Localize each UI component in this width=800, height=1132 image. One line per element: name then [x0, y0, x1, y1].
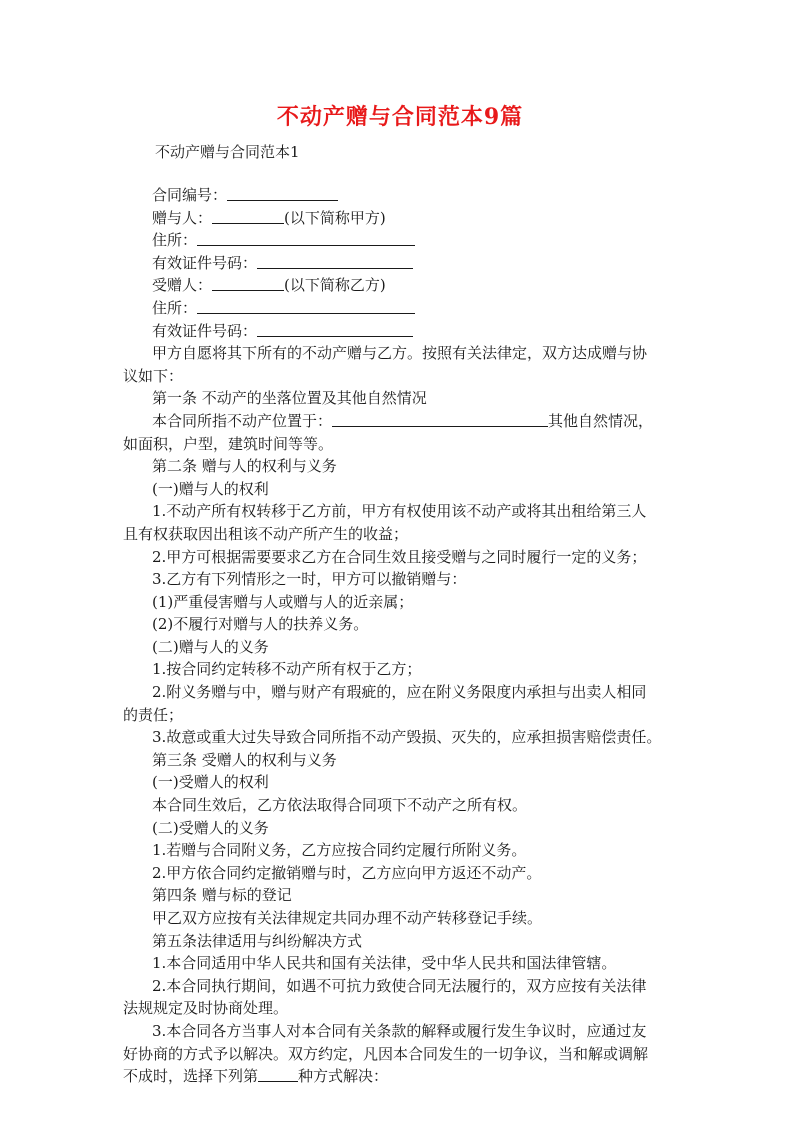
section-heading: (二)受赠人的义务: [152, 818, 269, 837]
article-heading: 第四条 赠与标的登记: [152, 886, 292, 905]
document-title: 不动产赠与合同范本9篇: [276, 104, 524, 130]
blank-line: [212, 276, 284, 291]
article-heading: 第五条法律适用与纠纷解决方式: [152, 931, 363, 950]
section-heading: (二)赠与人的义务: [152, 637, 269, 656]
section-heading: (一)受赠人的权利: [152, 773, 269, 792]
blank-line: [197, 231, 415, 246]
paragraph-line: 3.乙方有下列情形之一时，甲方可以撤销赠与：: [152, 570, 467, 589]
paragraph-line: 议如下：: [123, 366, 184, 385]
contract-subtitle: 不动产赠与合同范本1: [155, 143, 300, 161]
paragraph-line: 2.甲方可根据需要要求乙方在合同生效且接受赠与之同时履行一定的义务；: [152, 547, 647, 566]
donee-field: 受赠人： (以下简称乙方): [152, 276, 386, 295]
paragraph-line: 2.附义务赠与中，赠与财产有瑕疵的，应在附义务限度内承担与出卖人相同: [152, 683, 647, 702]
blank-line: [257, 322, 413, 337]
paragraph-line: 且有权获取因出租该不动产所产生的收益；: [123, 524, 409, 543]
blank-line: [212, 209, 284, 224]
section-heading: (一)赠与人的权利: [152, 479, 269, 498]
paragraph-line: 本合同生效后，乙方依法取得合同项下不动产之所有权。: [152, 796, 528, 815]
id-number-field: 有效证件号码：: [123, 320, 683, 343]
blank-line: [258, 1067, 298, 1082]
paragraph-line: 3.故意或重大过失导致合同所指不动产毁损、灭失的，应承担损害赔偿责任。: [152, 728, 662, 747]
paragraph-line: (1)严重侵害赠与人或赠与人的近亲属；: [152, 592, 414, 611]
paragraph-line: 法规规定及时协商处理。: [123, 999, 289, 1018]
paragraph-line: 甲乙双方应按有关法律规定共同办理不动产转移登记手续。: [152, 909, 543, 927]
paragraph-line: 2.本合同执行期间，如遇不可抗力致使合同无法履行的，双方应按有关法律: [152, 976, 647, 995]
blank-line: [257, 254, 413, 269]
paragraph-line: 甲方自愿将其下所有的不动产赠与乙方。按照有关法律定，双方达成赠与协: [152, 344, 648, 363]
paragraph-line: 1.本合同适用中华人民共和国有关法律，受中华人民共和国法律管辖。: [152, 954, 617, 973]
contract-body: [123, 184, 683, 1088]
paragraph-line: 1.若赠与合同附义务，乙方应按合同约定履行所附义务。: [152, 841, 527, 860]
paragraph-line: 3.本合同各方当事人对本合同有关条款的解释或履行发生争议时，应通过友: [152, 1021, 647, 1040]
address-field: 住所：: [123, 229, 683, 252]
blank-line: [332, 412, 548, 427]
paragraph-line: 的责任；: [123, 705, 184, 724]
paragraph-line: 本合同所指不动产位置于： 其他自然情况，: [152, 411, 654, 430]
paragraph-line: 1.按合同约定转移不动产所有权于乙方；: [152, 660, 422, 679]
paragraph-line: 1.不动产所有权转移于乙方前，甲方有权使用该不动产或将其出租给第三人: [152, 502, 647, 521]
paragraph-line: 不成时，选择下列第 种方式解决：: [123, 1067, 389, 1086]
paragraph-line: 好协商的方式予以解决。双方约定，凡因本合同发生的一切争议，当和解或调解: [123, 1044, 649, 1063]
address-field: 住所：: [123, 297, 683, 320]
blank-line: [227, 186, 338, 201]
paragraph-line: 2.甲方依合同约定撤销赠与时，乙方应向甲方返还不动产。: [152, 863, 542, 882]
donor-field: 赠与人： (以下简称甲方): [152, 208, 386, 227]
contract-number-field: 合同编号：: [123, 184, 683, 207]
paragraph-line: (2)不履行对赠与人的扶养义务。: [152, 615, 369, 634]
article-heading: 第二条 赠与人的权利与义务: [152, 457, 337, 476]
paragraph-line: 如面积，户型，建筑时间等等。: [123, 434, 334, 453]
id-number-field: 有效证件号码：: [123, 252, 683, 275]
article-heading: 第一条 不动产的坐落位置及其他自然情况: [152, 389, 427, 408]
article-heading: 第三条 受赠人的权利与义务: [152, 750, 337, 769]
blank-line: [197, 299, 415, 314]
